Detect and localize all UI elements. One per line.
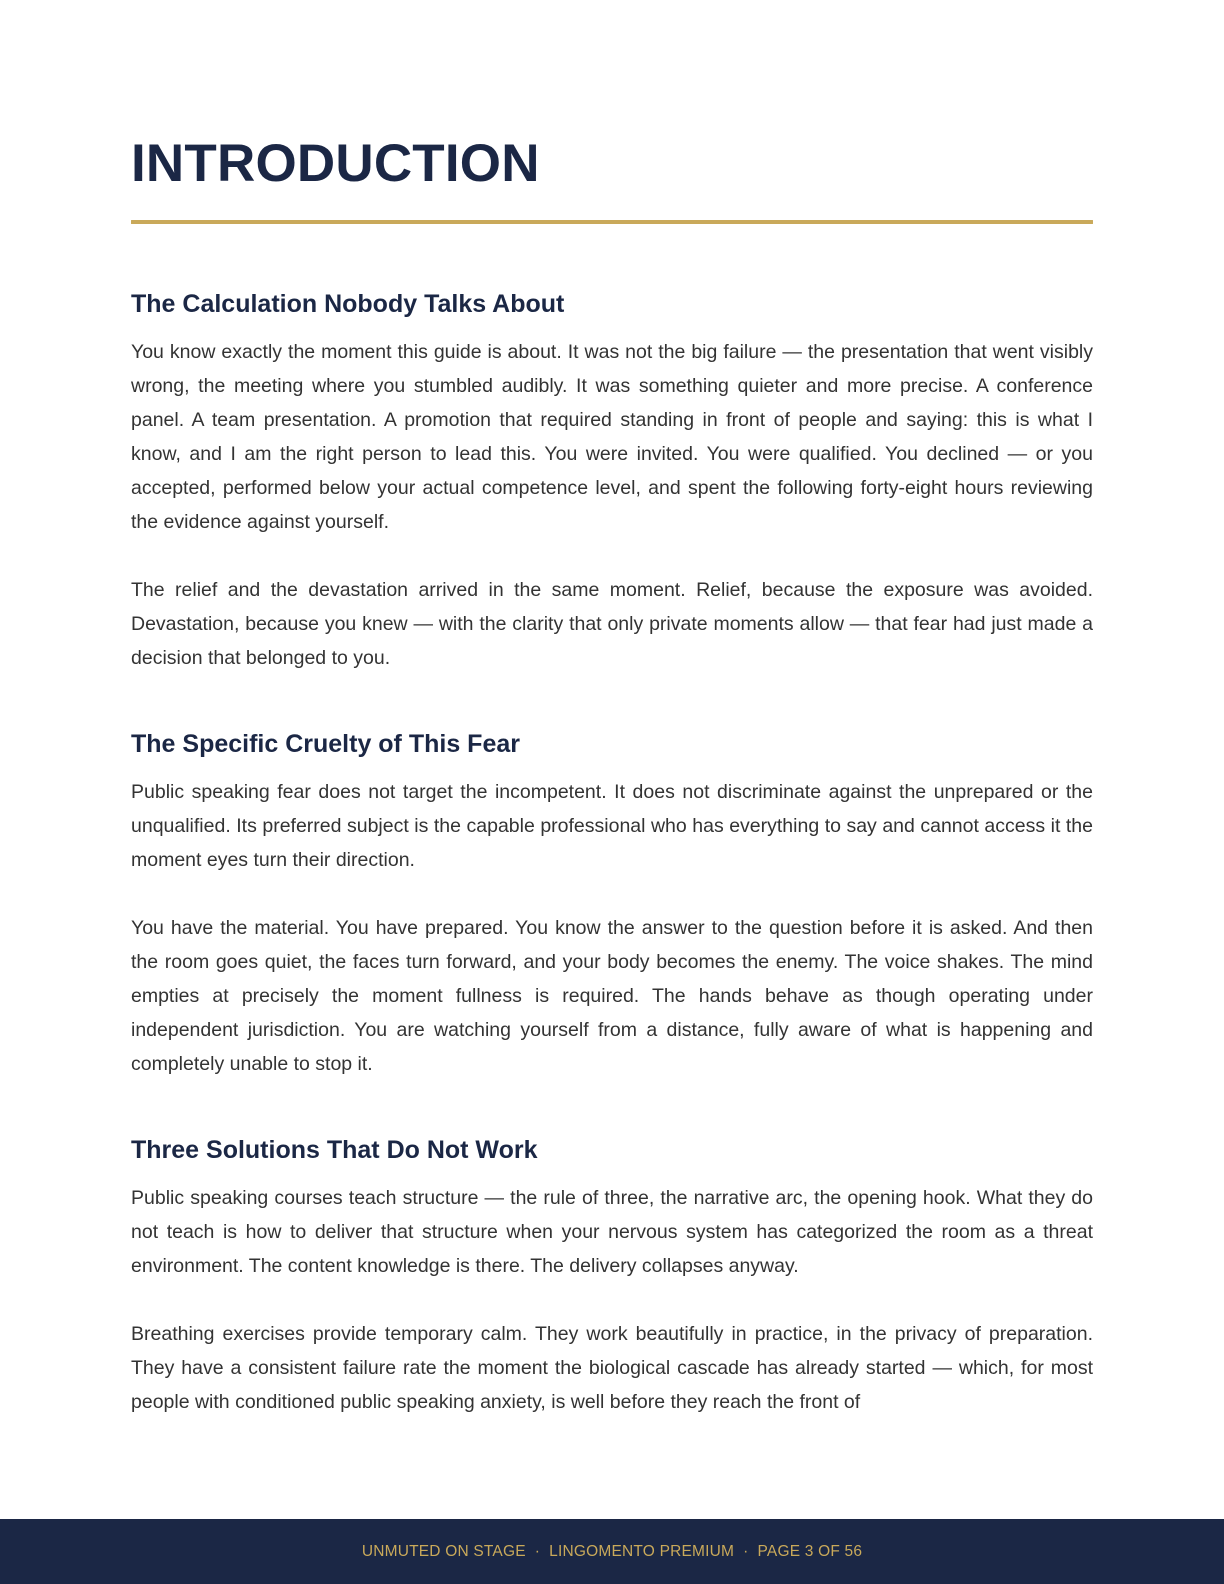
title-divider <box>131 220 1093 224</box>
footer-page-number: PAGE 3 OF 56 <box>757 1542 863 1560</box>
page-title: INTRODUCTION <box>131 134 540 193</box>
footer-brand: LINGOMENTO PREMIUM <box>549 1542 735 1560</box>
document-page <box>131 0 1093 1519</box>
section-specific-cruelty <box>131 727 1093 1081</box>
page-footer <box>0 1519 1224 1584</box>
footer-separator: · <box>534 1542 541 1560</box>
section-heading: Three Solutions That Do Not Work <box>131 1136 538 1164</box>
paragraph: The relief and the devastation arrived in the same moment. Relief, because the exposure was avoided. Devastation, because you knew — with the clarity that only private moments allow — that fear had just made a decision that belonged to you. <box>131 579 1093 669</box>
section-three-solutions <box>131 1133 1093 1419</box>
section-heading: The Specific Cruelty of This Fear <box>131 730 520 758</box>
section-calculation <box>131 287 1093 675</box>
document-body <box>131 287 1093 1471</box>
paragraph: Public speaking courses teach structure — the rule of three, the narrative arc, the opening hook. What they do not teach is how to deliver that structure when your nervous system has categorized the room as a threat environment. The content knowledge is there. The delivery collapses anyway. <box>131 1187 1093 1277</box>
paragraph: You know exactly the moment this guide is about. It was not the big failure — the presentation that went visibly wrong, the meeting where you stumbled audibly. It was something quieter and more precise. A conference panel. A team presentation. A promotion that required standing in front of people and saying: this is what I know, and I am the right person to lead this. You were invited. You were qualified. You declined — or you accepted, performed below your actual competence level, and spent the following forty-eight hours reviewing the evidence against yourself. <box>131 341 1093 533</box>
paragraph: You have the material. You have prepared. You know the answer to the question before it is asked. And then the room goes quiet, the faces turn forward, and your body becomes the enemy. The voice shakes. The mind empties at precisely the moment fullness is required. The hands behave as though operating under independent jurisdiction. You are watching yourself from a distance, fully aware of what is happening and completely unable to stop it. <box>131 917 1093 1075</box>
paragraph: Breathing exercises provide temporary calm. They work beautifully in practice, in the privacy of preparation. They have a consistent failure rate the moment the biological cascade has already started — which, for most people with conditioned public speaking anxiety, is well before they reach the front of <box>131 1323 1093 1413</box>
paragraph: Public speaking fear does not target the incompetent. It does not discriminate against the unprepared or the unqualified. Its preferred subject is the capable professional who has everything to say and cannot access it the moment eyes turn their direction. <box>131 781 1093 871</box>
footer-separator: · <box>743 1542 749 1560</box>
section-heading: The Calculation Nobody Talks About <box>131 290 565 318</box>
footer-book-title: UNMUTED ON STAGE <box>361 1542 526 1560</box>
